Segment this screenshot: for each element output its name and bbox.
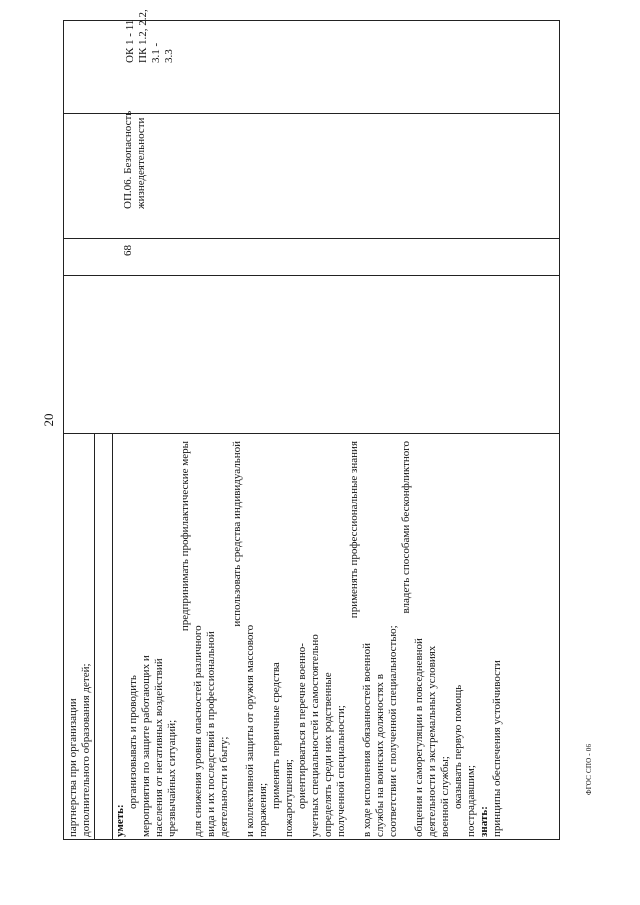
skills-line: предпринимать профилактические меры (179, 441, 191, 632)
skills-line: соответствии с полученной специальностью; (387, 625, 399, 837)
skills-line: деятельности и быту; (218, 736, 230, 837)
continuation-line: партнерства при организации (67, 698, 79, 837)
skills-line: деятельности и экстремальных условиях (426, 645, 438, 837)
discipline-name: ОП.06. Безопасность жизнедеятельности (122, 110, 147, 209)
column-divider (64, 238, 559, 239)
skills-lines (127, 437, 478, 837)
column-divider (64, 433, 559, 434)
skills-line: в ходе исполнения обязанностей военной (361, 643, 373, 837)
standard-table (63, 9, 560, 840)
skills-line: вида и их последствий в профессиональной (205, 631, 217, 837)
skills-line: военной службы; (439, 756, 451, 837)
skills-line: чрезвычайных ситуаций; (166, 719, 178, 837)
skills-cell (114, 437, 504, 837)
knowledge-heading: знать: (478, 806, 490, 837)
row-divider (94, 434, 95, 839)
skills-line: использовать средства индивидуальной (231, 441, 243, 627)
column-divider (64, 275, 559, 276)
skills-line: определять среди них родственные (322, 672, 334, 837)
knowledge-line: принципы обеспечения устойчивости (491, 660, 503, 837)
skills-line: применять первичные средства (270, 662, 282, 809)
skills-line: мероприятия по защите работающих и (140, 655, 152, 837)
skills-line: поражения; (257, 783, 269, 837)
hours-value: 68 (122, 245, 134, 256)
continuation-line: дополнительного образования детей; (80, 663, 92, 837)
competency-line: ПК 1.2, 2.2, 3.1 - (137, 9, 162, 63)
skills-line: общения и саморегуляции в повседневной (413, 638, 425, 837)
skills-line: полученной специальности; (335, 705, 347, 837)
skills-heading: уметь: (114, 804, 126, 837)
skills-line: населения от негативных воздействий (153, 658, 165, 837)
competency-line: 3.3 (163, 49, 175, 63)
skills-line: учетных специальностей и самостоятельно (309, 634, 321, 837)
skills-line: пожаротушения; (283, 759, 295, 837)
skills-line: ориентироваться в перечне военно- (296, 643, 308, 809)
skills-line: применять профессиональные знания (348, 441, 360, 619)
skills-line: организовывать и проводить (127, 675, 139, 809)
skills-line: оказывать первую помощь (452, 684, 464, 809)
skills-line: службы на воинских должностях в (374, 674, 386, 837)
page-number: 20 (41, 413, 56, 427)
skills-line: пострадавшим; (465, 765, 477, 837)
row-divider (112, 434, 113, 839)
footer-code: ФГОС СПО - 06 (585, 743, 593, 795)
competencies (124, 0, 176, 63)
skills-line: и коллективной защиты от оружия массового (244, 624, 256, 837)
competency-line: ОК 1 - 11 (124, 19, 136, 63)
skills-line: для снижения уровня опасностей различного (192, 625, 204, 837)
continuation-cell (67, 437, 93, 837)
skills-line: владеть способами бесконфликтного (400, 441, 412, 614)
